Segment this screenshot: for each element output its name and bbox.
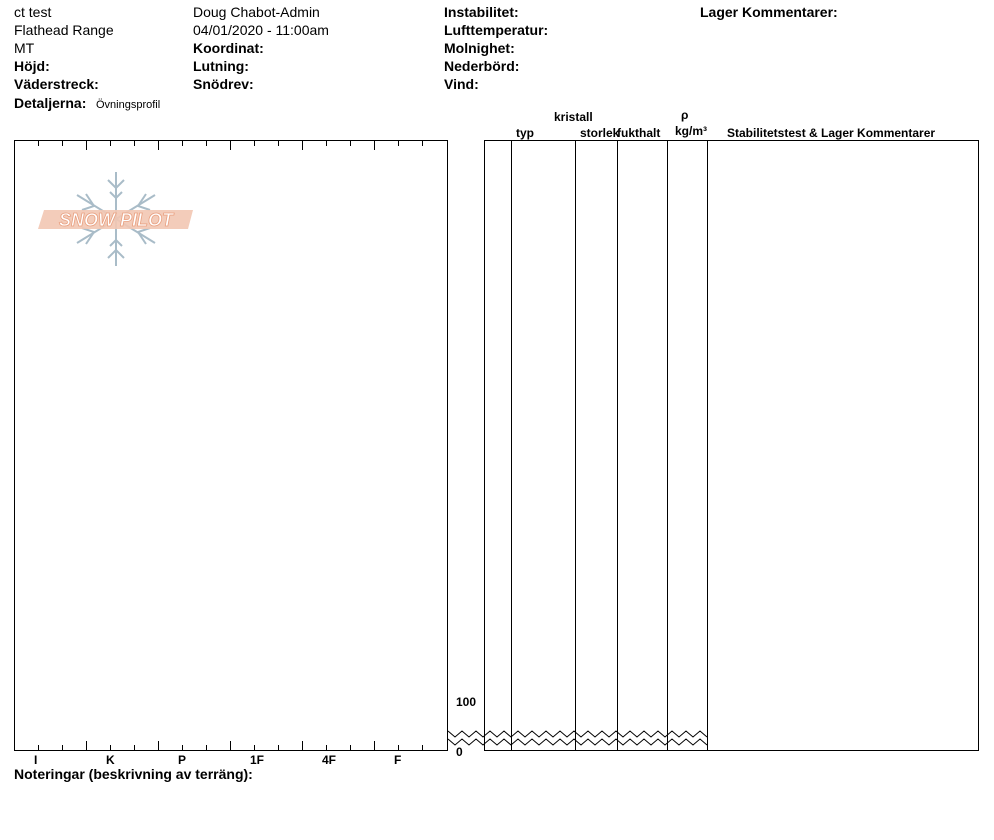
density-rho-header: ρ <box>681 108 689 122</box>
details-value: Övningsprofil <box>96 99 161 111</box>
range-name: Flathead Range <box>14 22 114 38</box>
state-name: MT <box>14 40 35 56</box>
hardness-label-pencil: P <box>178 753 187 767</box>
moisture-header: fukthalt <box>617 126 661 140</box>
elevation-label: Höjd: <box>14 58 50 74</box>
logo-text: SNOW PILOT <box>59 210 173 230</box>
size-header: storlek <box>580 126 620 140</box>
depth-break-line-lower <box>448 739 707 745</box>
crystal-header: kristall <box>554 110 593 124</box>
air-temp-label: Lufttemperatur: <box>444 22 549 38</box>
precip-label: Nederbörd: <box>444 58 520 74</box>
cloud-label: Molnighet: <box>444 40 515 56</box>
slope-label: Lutning: <box>193 58 249 74</box>
depth-label-top: 100 <box>456 695 477 709</box>
depth-label-bottom: 0 <box>456 745 463 759</box>
observation-datetime: 04/01/2020 - 11:00am <box>193 22 329 38</box>
notes-label: Noteringar (beskrivning av terräng): <box>14 766 253 782</box>
layer-comments-label: Lager Kommentarer: <box>700 4 838 20</box>
stability-header: Stabilitetstest & Lager Kommentarer <box>727 126 936 140</box>
instability-label: Instabilitet: <box>444 4 519 20</box>
hardness-top-ticks <box>39 140 423 150</box>
layer-table-frame <box>485 141 979 751</box>
hardness-label-4finger: K <box>106 753 115 767</box>
snowdrift-label: Snödrev: <box>193 76 254 92</box>
profile-name: ct test <box>14 4 52 20</box>
depth-break-line-upper <box>448 731 707 737</box>
type-header: typ <box>516 126 534 140</box>
snowpilot-logo <box>38 172 193 266</box>
aspect-label: Väderstreck: <box>14 76 99 92</box>
hardness-label-f: F <box>394 753 402 767</box>
details-label: Detaljerna: <box>14 95 87 111</box>
observer-name: Doug Chabot-Admin <box>193 4 320 20</box>
density-unit-header: kg/m³ <box>675 124 708 138</box>
hardness-label-1finger: 1F <box>250 753 265 767</box>
hardness-bottom-ticks <box>39 741 423 751</box>
hardness-label-4f: 4F <box>322 753 337 767</box>
coordinate-label: Koordinat: <box>193 40 264 56</box>
hardness-label-fist: I <box>34 753 38 767</box>
hardness-graph-frame <box>15 141 448 751</box>
wind-label: Vind: <box>444 76 479 92</box>
